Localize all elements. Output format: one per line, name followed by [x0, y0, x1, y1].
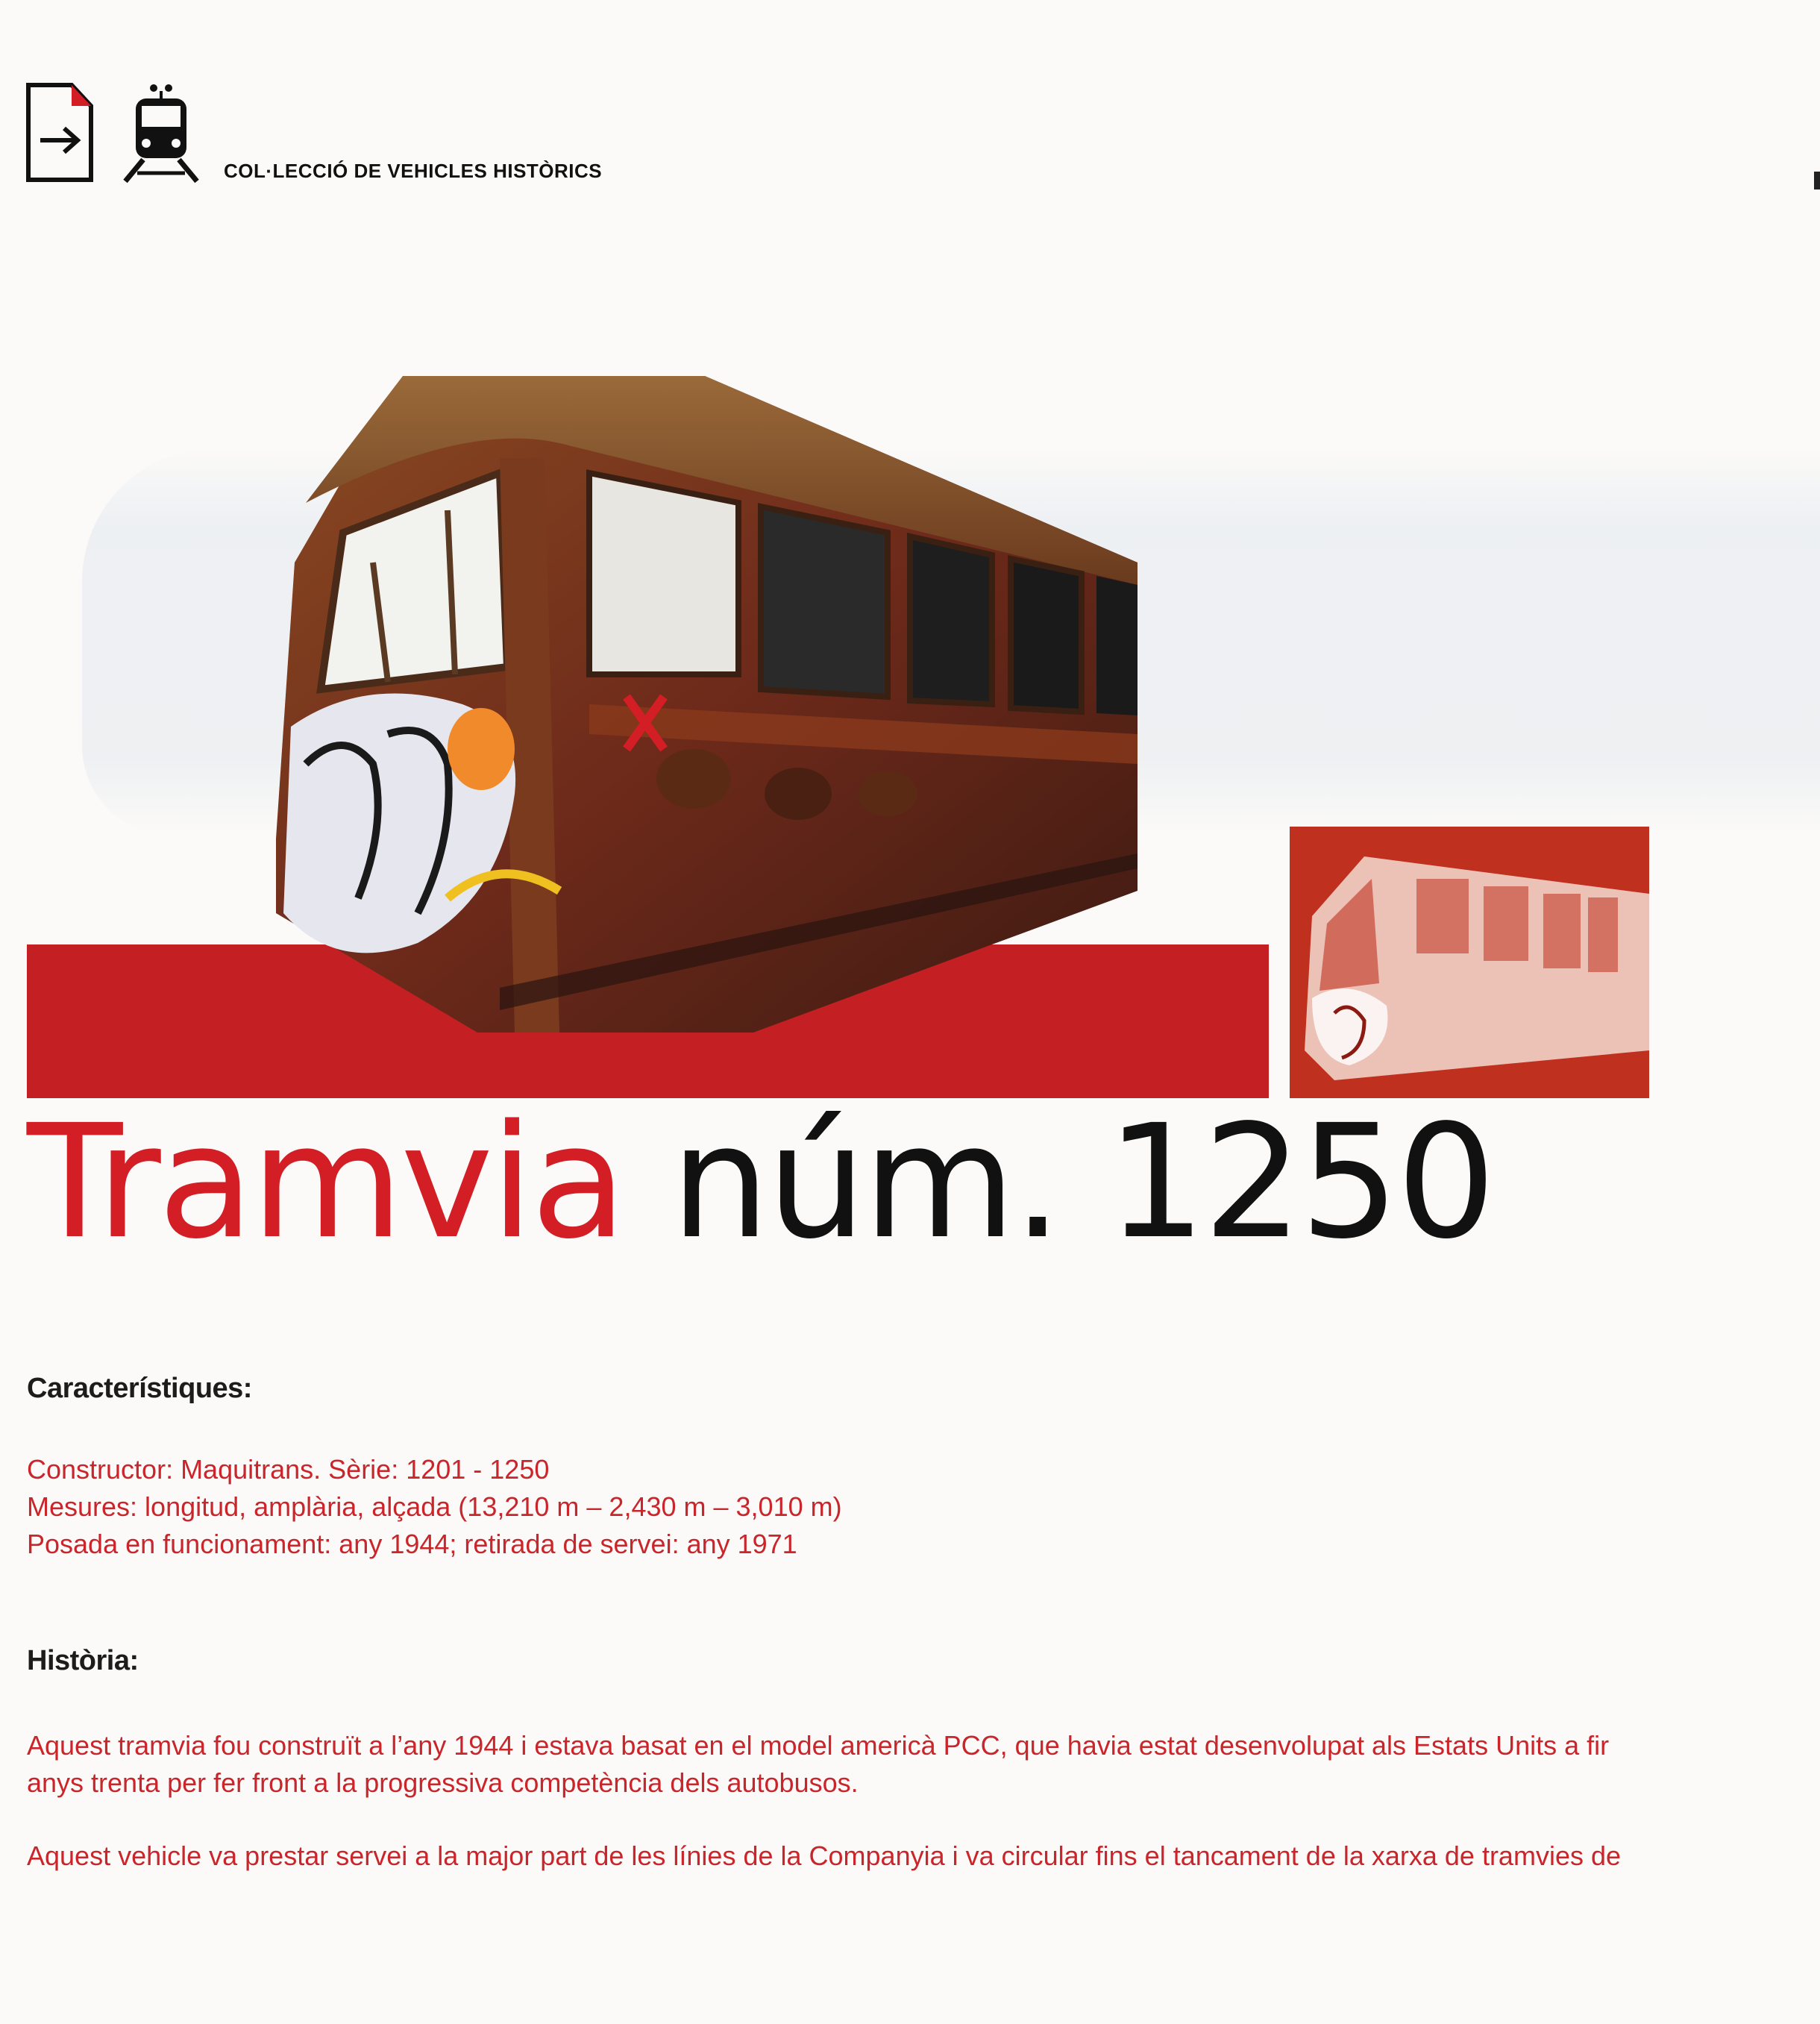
- page-title: [27, 1091, 1493, 1273]
- history-line: Aquest vehicle va prestar servei a la major part de les línies de la Companyia i va circular fins el tancament de la xarxa de tramvies de: [27, 1840, 1622, 1871]
- features-heading: Característiques:: [27, 1373, 252, 1404]
- red-tinted-tram-thumbnail: [1290, 827, 1649, 1098]
- collection-title: COL·LECCIÓ DE VEHICLES HISTÒRICS: [224, 160, 603, 182]
- features-list: [27, 1451, 842, 1563]
- title-word-tramvia: Tramvia: [27, 1091, 624, 1273]
- document-arrow-icon: [25, 82, 94, 183]
- history-line: anys trenta per fer front a la progressiva competència dels autobusos.: [27, 1767, 859, 1798]
- edge-mark: [1814, 172, 1820, 189]
- history-line: Aquest tramvia fou construït a l’any 1944 i estava basat en el model americà PCC, que havia estat desenvolupat als Estats Units a fir: [27, 1730, 1610, 1761]
- rusted-tram-with-graffiti-photo: [276, 376, 1138, 1033]
- feature-line: Mesures: longitud, amplària, alçada (13,210 m – 2,430 m – 3,010 m): [27, 1491, 842, 1522]
- history-heading: Història:: [27, 1645, 139, 1676]
- feature-line: Posada en funcionament: any 1944; retirada de servei: any 1971: [27, 1529, 797, 1559]
- feature-line: Constructor: Maquitrans. Sèrie: 1201 - 1250: [27, 1454, 550, 1485]
- title-number: núm. 1250: [624, 1091, 1493, 1273]
- history-paragraph: [27, 1727, 1609, 1802]
- train-icon: [121, 82, 201, 183]
- history-paragraph: [27, 1837, 1621, 1875]
